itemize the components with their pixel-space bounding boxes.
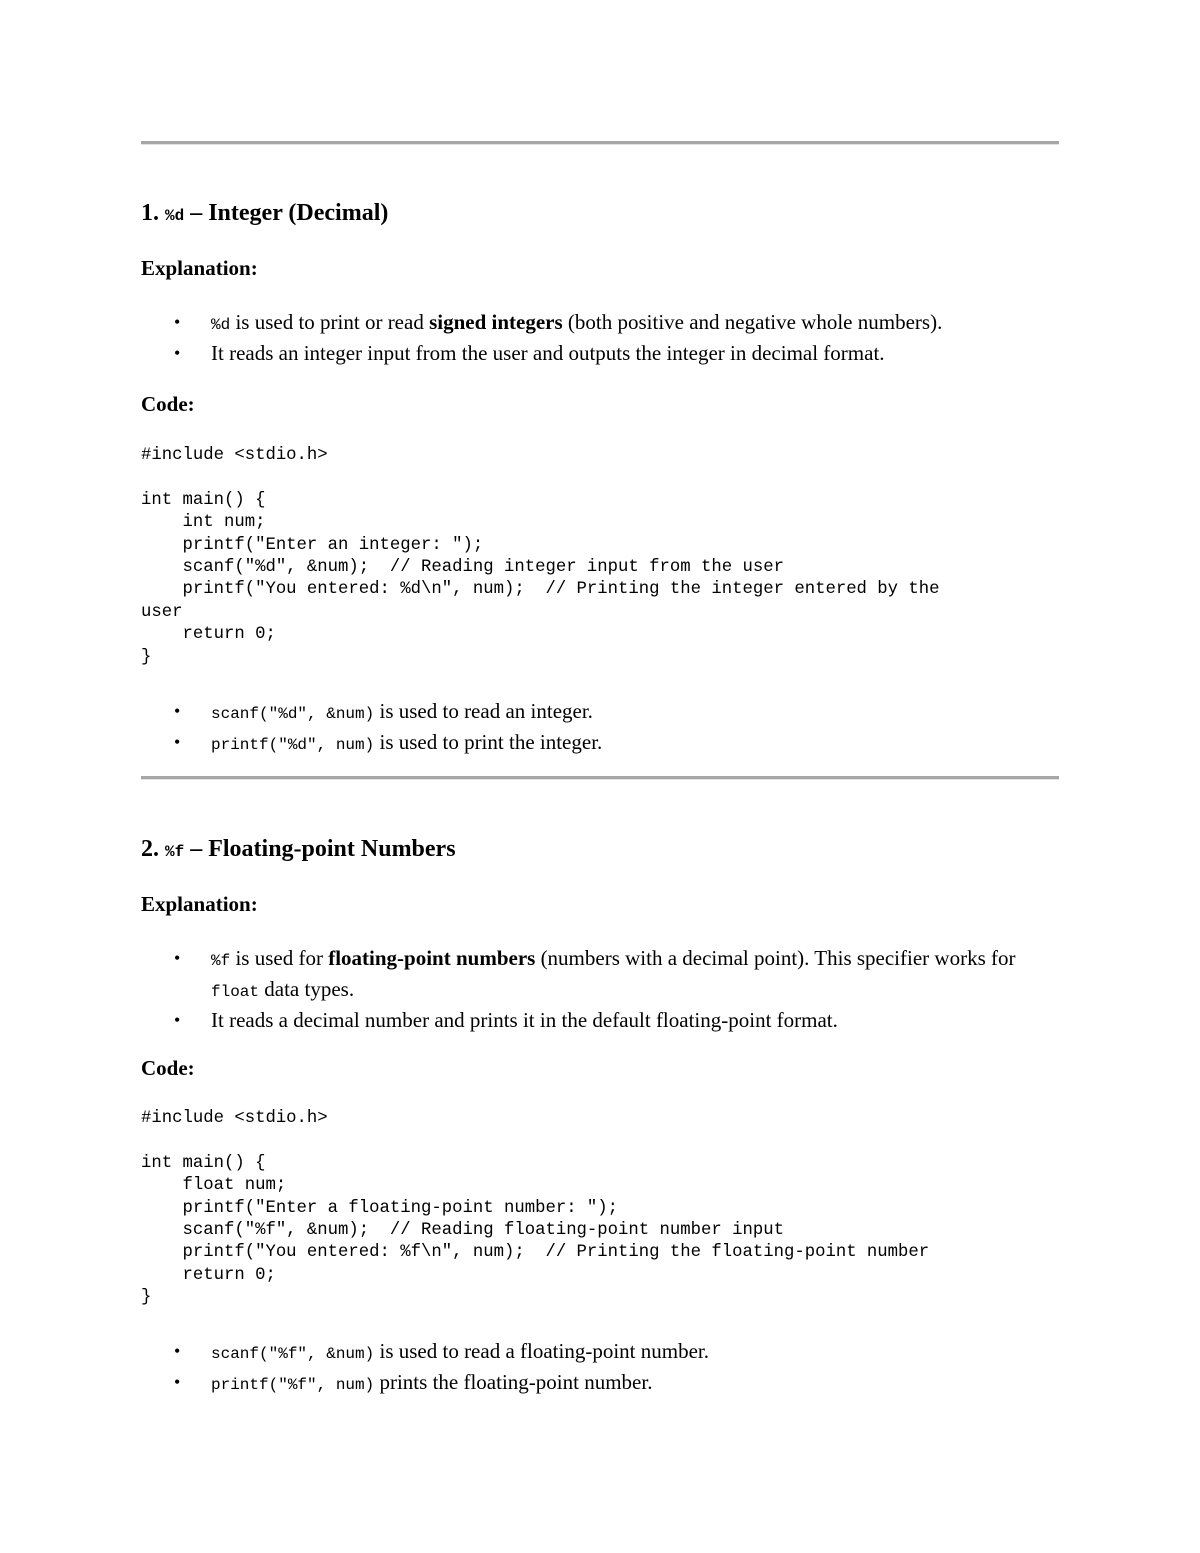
text: (numbers with a decimal point). This specifier works for bbox=[535, 946, 1016, 970]
text: It reads an integer input from the user and outputs the integer in decimal format. bbox=[211, 341, 885, 365]
code-block: #include <stdio.h> int main() { int num; printf("Enter an integer: "); scanf("%d", &num); // Reading integer input from the user printf("You entered: %d\n", num); // Printing the integer entered by the user return 0; } bbox=[141, 446, 940, 667]
bullet-icon: • bbox=[174, 312, 181, 332]
format-specifier: %f bbox=[165, 843, 185, 861]
section-title: Floating-point Numbers bbox=[208, 836, 456, 862]
list-item bbox=[141, 1006, 1059, 1034]
bold-text: signed integers bbox=[429, 310, 563, 334]
list-item bbox=[141, 339, 1059, 367]
inline-code: %d bbox=[211, 316, 231, 334]
list-item bbox=[141, 1368, 1059, 1399]
section-title: Integer (Decimal) bbox=[208, 200, 389, 226]
list-item bbox=[141, 308, 1059, 339]
text: (both positive and negative whole numbers). bbox=[562, 310, 943, 334]
section-number: 2. bbox=[141, 836, 159, 862]
inline-code: float bbox=[211, 983, 260, 1001]
code-label: Code: bbox=[141, 392, 195, 416]
section-1-heading bbox=[141, 198, 388, 231]
list-item bbox=[141, 728, 1059, 759]
text: prints the floating-point number. bbox=[374, 1370, 653, 1394]
explanation-list bbox=[141, 944, 1059, 1034]
text: is used to print or read bbox=[230, 310, 430, 334]
text: It reads a decimal number and prints it in the default floating-point format. bbox=[211, 1008, 838, 1032]
text: is used to read a floating-point number. bbox=[374, 1339, 709, 1363]
notes-list bbox=[141, 697, 1059, 759]
code-label: Code: bbox=[141, 1056, 195, 1080]
text: is used for bbox=[230, 946, 329, 970]
bullet-icon: • bbox=[174, 732, 181, 752]
section-2-heading bbox=[141, 834, 456, 867]
horizontal-rule bbox=[141, 776, 1059, 780]
bullet-icon: • bbox=[174, 701, 181, 721]
heading-dash: – bbox=[190, 200, 203, 226]
explanation-label: Explanation: bbox=[141, 892, 258, 916]
format-specifier: %d bbox=[165, 207, 185, 225]
list-item bbox=[141, 697, 1059, 728]
bullet-icon: • bbox=[174, 948, 181, 968]
horizontal-rule bbox=[141, 141, 1059, 145]
explanation-label: Explanation: bbox=[141, 256, 258, 280]
list-item bbox=[141, 944, 1059, 1006]
bullet-icon: • bbox=[174, 1341, 181, 1361]
heading-dash: – bbox=[190, 836, 203, 862]
bold-text: floating-point numbers bbox=[328, 946, 536, 970]
text: is used to read an integer. bbox=[374, 699, 593, 723]
inline-code: scanf("%d", &num) bbox=[211, 705, 375, 723]
inline-code: printf("%d", num) bbox=[211, 736, 375, 754]
bullet-icon: • bbox=[174, 343, 181, 363]
bullet-icon: • bbox=[174, 1010, 181, 1030]
notes-list bbox=[141, 1337, 1059, 1399]
list-item bbox=[141, 1337, 1059, 1368]
inline-code: scanf("%f", &num) bbox=[211, 1345, 375, 1363]
code-block: #include <stdio.h> int main() { float num; printf("Enter a floating-point number: "); scanf("%f", &num); // Reading floating-point number input printf("You entered: %f\n", num); // Printing the floating-point number return 0; } bbox=[141, 1109, 930, 1308]
inline-code: printf("%f", num) bbox=[211, 1376, 375, 1394]
text: data types. bbox=[259, 977, 355, 1001]
text: is used to print the integer. bbox=[374, 730, 603, 754]
explanation-list bbox=[141, 308, 1059, 367]
section-number: 1. bbox=[141, 200, 159, 226]
inline-code: %f bbox=[211, 952, 231, 970]
bullet-icon: • bbox=[174, 1372, 181, 1392]
